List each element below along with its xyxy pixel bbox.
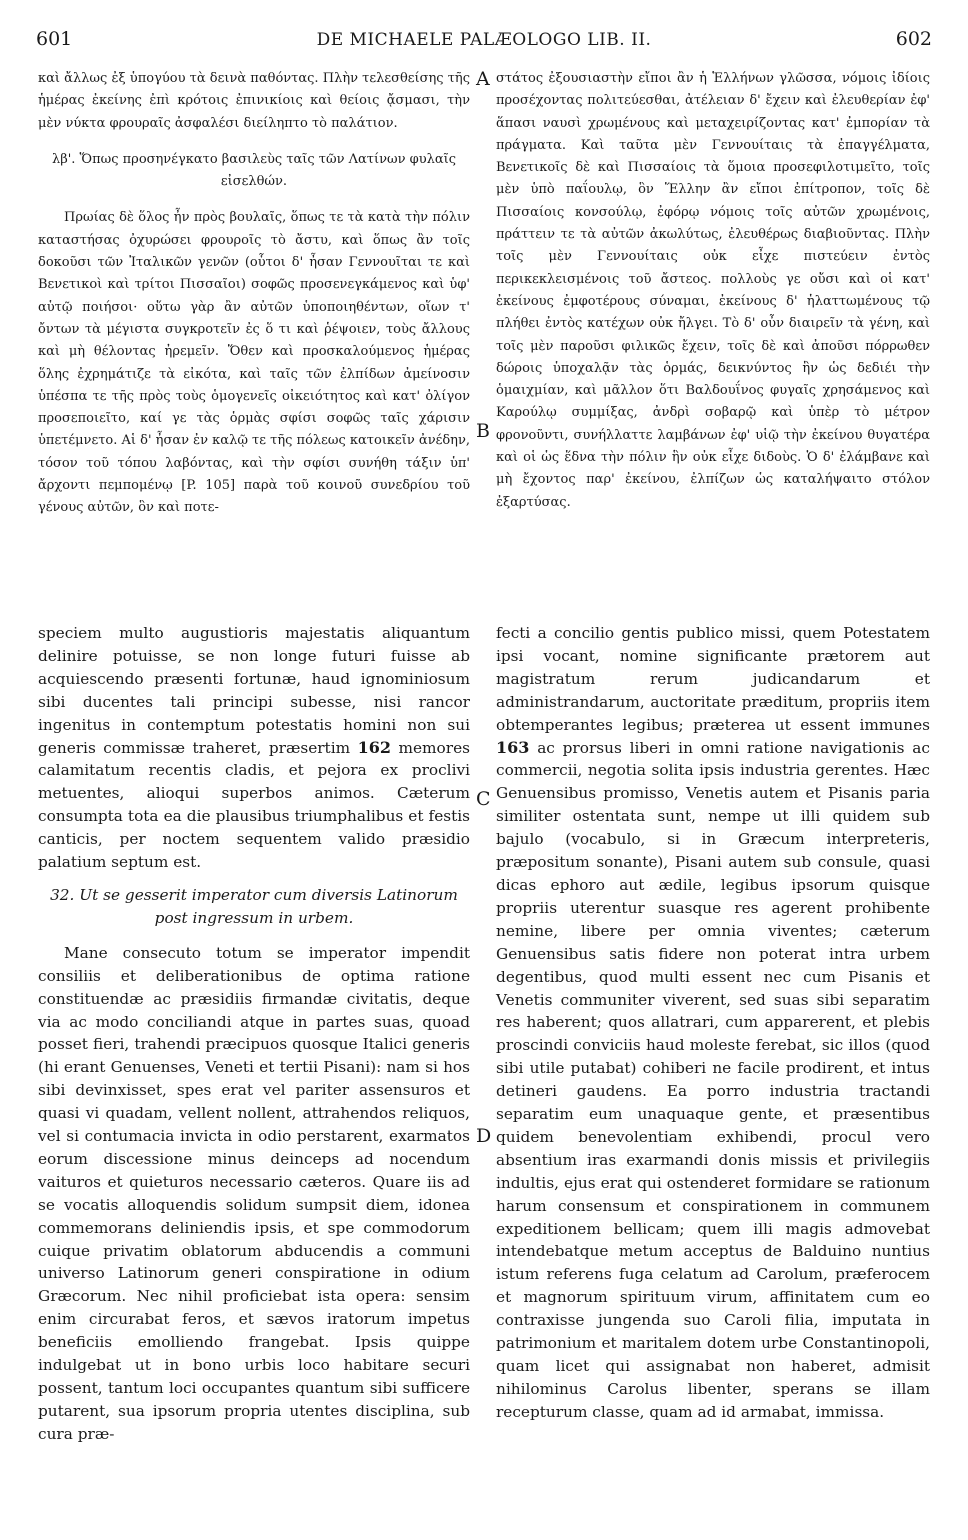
margin-marker-c: C	[476, 788, 491, 810]
greek-chapter-heading: λβ'. Ὅπως προσηνέγκατο βασιλεὺς ταῖς τῶν Λατίνων φυλαῖς εἰσελθών.	[51, 151, 457, 190]
column-number-163: 163	[496, 737, 530, 757]
latin-chapter-heading: 32. Ut se gesserit imperator cum diversis Latinorum post ingressum in urbem.	[50, 885, 458, 927]
page-number-left: 601	[36, 28, 73, 50]
latin-left-paragraph-1	[38, 622, 470, 874]
latin-left-text-1a: speciem multo augustioris majestatis aliquantum delinire potuisse, se non longe futuri fuisse ab acquiescendo præsenti fortunæ, haud ignominiosum sibi ducentes tali principi subesse, nisi rancor ingenitus in contemptum potestatis homini non sui generis commissæ traheret, præsertim	[38, 624, 470, 757]
latin-left-paragraph-2: Mane consecuto totum se imperator impendit consiliis et deliberationibus de optima ratione constituendæ ac præsidiis firmandæ civitatis, deque via ac modo conciliandi atque in partes suas, quoad posset fieri, trahendi præcipuos quosque Italici generis (hi erant Genuenses, Veneti et tertii Pisani): nam si hos sibi devinxisset, spes erat vel pariter assensuros et quasi vi quadam, vellent nollent, attrahendos reliquos, vel si contumacia invicta in odio perstarent, exarmatos eorum discessione minus deinceps ad nocendum vaituros et quieturos necessario cæteros. Quare iis ad se vocatis alloquendis solidum sumpsit diem, idonea commemorans deliniendis ipsis, et spe commodorum cuique privatim oblatorum abducendis a communi universo Latinorum generi conspiratione in odium Græcorum. Nec nihil proficiebat ista opera: sensim enim circurabat feros, et sævos iratorum impetus beneficiis emolliendo frangebat. Ipsis quippe indulgebat ut in bono urbis loco habitare securi possent, tantum loci occupantes quantum sibi sufficere putarent, sua ipsorum propria utentes disciplina, sub cura præ-	[38, 943, 470, 1443]
latin-right-text-1a: fecti a concilio gentis publico missi, quem Potestatem ipsi vocant, nomine significante prætorem aut magistratum rerum judicandarum et administrandarum, auctoritate præditum, propriis item obtemperantes legibus; præterea ut essent immunes	[496, 624, 930, 734]
page-number-right: 602	[895, 28, 932, 50]
greek-left-column	[38, 68, 470, 520]
latin-right-column	[496, 622, 930, 1424]
greek-left-paragraph-1: καὶ ἄλλως ἐξ ὑπογύου τὰ δεινὰ παθόντας. Πλὴν τελεσθείσης τῆς ἡμέρας ἐκείνης ἐπὶ κρότοις ἐπινικίοις καὶ θείοις ᾄσμασι, τὴν μὲν νύκτα φρουραῖς ἀσφαλέσι διείληπτο τὸ παλάτιον.	[38, 71, 470, 131]
latin-right-text-1b: ac prorsus liberi in omni ratione navigationis ac commercii, negotia solita ipsis industria gerentes. Hæc Genuensibus promisso, Venetis autem et Pisanis paria similiter ostentata sunt, nempe ut illi quidem sub bajulo (vocabulo, si in Græcum interpreteris, præpositum sonante), Pisani autem sub consule, quasi dicas ephoro aut ædile, legibus ipsorum quisque propriis uterentur suasque res agerent prohibente nemine, libere per omnia viventes; cæterum Genuensibus satis fidere non poterat intra urbem degentibus, quod multi essent nec cum Pisanis et Venetis communiter viverent, sed suas sibi separatim res haberent; quos allatrari, cum apparerent, et plebis proscindi conviciis haud moleste ferebat, sic illos (quod sibi utile putabat) cohiberi ne facile prodirent, et intus detineri gaudens. Ea porro industria tractandi separatim eum unaquaque gente, et præsentibus quidem benevolentiam exhibendi, procul vero absentium iras exarmandi donis missis et privilegiis indultis, ejus erat qui ostenderet formidare se rationum harum consensum et conspirationem in communem expeditionem bellicam; quem illi magis admovebat intendebatque metum acceptus de Balduino nuntius istum referens fuga celatum ad Carolum, præferocem et magnorum spirituum virum, affinitatem cum eo contraxisse jungenda suo Caroli filia, imputata in patrimonium et maritalem dotem urbe Constantinopoli, quam licet qui assignabat non haberet, admisit nihilominus Carolus libenter, sperans se illam recepturum classe, quam ad id armabat, immissa.	[496, 738, 930, 1421]
column-number-162: 162	[357, 737, 391, 757]
latin-right-paragraph-1	[496, 622, 930, 1424]
latin-left-text-1b: memores calamitatum recentis cladis, et pejora ex proclivi metuentes, alioqui superbos animos. Cæterum consumpta tota ea die plausibus triumphalibus et festis canticis, per noctem sequentem valido præsidio palatium septum est.	[38, 738, 470, 872]
greek-right-paragraph-1: στάτος ἐξουσιαστὴν εἴποι ἂν ἡ Ἑλλήνων γλῶσσα, νόμοις ἰδίοις προσέχοντας πολιτεύεσθαι, ἀτέλειαν δ' ἔχειν καὶ ἐλευθερίαν ἐφ' ἅπασι ναυσὶ χρωμένους καὶ μεταχειρίζοντας κατ' ἐμπορίαν τὰ πράγματα. Καὶ ταῦτα μὲν Γεννουίταις τὰ ἐπαγγέλματα, Βενετικοῖς δὲ καὶ Πισσαίοις τὰ ὅμοια προσεφιλοτιμεῖτο, τοῖς μὲν ὑπὸ παΐουλῳ, ὃν Ἕλλην ἂν εἴποι ἐπίτροπον, τοῖς δὲ Πισσαίοις κονσούλῳ, ἐφόρῳ νόμοις τοῖς αὐτῶν χρωμένοις, πράττειν τε τὰ αὐτῶν ἀκωλύτως, ἐλευθέρως διαβιοῦντας. Πλὴν τοῖς μὲν Γεννουίταις οὐκ εἶχε πιστεύειν ἐντὸς περικεκλεισμένοις τοῦ ἄστεος. πολλοὺς γε οὔσι καὶ οἱ κατ' ἐκείνους ἐμφοτέρους σύναμαι, ἐκείνους δ' ἡλαττωμένους τῷ πλήθει ἐντὸς κατέχων οὐκ ἤλγει. Τὸ δ' οὖν διαιρεῖν τὰ γένη, καὶ τοῖς μὲν παροῦσι φιλικῶς ἔχειν, τοῖς δὲ καὶ ἀποῦσι πόρρωθεν δώροις ὑποχαλᾷν τὰς ὁρμάς, δεικνύντος ἣν ὡς δεδιέι τὴν ὁμαιχμίαν, καὶ μᾶλλον ὅτι Βαλδουΐνος φυγαῖς χρησάμενος καὶ Καρούλῳ συμμίξας, ἀνδρὶ σοβαρῷ καὶ ὑπὲρ τὸ μέτρον φρονοῦντι, συνήλλαττε λαμβάνων ἐφ' υἱῷ τὴν ἐκείνου θυγατέρα καὶ οἱ ὡς ἕδνα τὴν πόλιν ἣν οὐκ εἶχε διδοὺς. Ὁ δ' ἐλάμβανε καὶ μὴ ἔχοντος παρ' ἐκείνου, ἐλπίζων ὡς καταλήψαιτο στόλον ἐξαρτύσας.	[496, 71, 930, 510]
margin-marker-d: D	[476, 1125, 492, 1147]
greek-left-paragraph-2: Πρωίας δὲ ὅλος ἦν πρὸς βουλαῖς, ὅπως τε τὰ κατὰ τὴν πόλιν καταστήσας ὀχυρώσει φρουροῖς τὸ ἄστυ, καὶ ὅπως ἂν τοῖς δοκοῦσι τῶν Ἰταλικῶν γενῶν (οὗτοι δ' ἦσαν Γεννουῖται τε καὶ Βενετικοὶ καὶ τρίτοι Πισσαῖοι) σοφῶς προσενεγκάμενος καὶ ὑφ' αὑτῷ ποιήσοι· οὕτω γὰρ ἂν αὐτῶν ὑποποιηθέντων, οἵων τ' ὄντων τὰ μέγιστα συγκροτεῖν ἐς ὅ τι καὶ ῥέψοιεν, τοὺς ἄλλους καὶ μὴ θέλοντας ἠρεμεῖν. Ὅθεν καὶ προσκαλούμενος ἡμέρας ὅλης ἐχρημάτιζε τὰ εἰκότα, καὶ ταῖς τῶν ἐλπίδων ἀμείνοσιν ὑπέσπα τε τῆς πρὸς τοὺς ὁμογενεῖς οἰκειότητος καὶ κατ' ὀλίγον προσεποιεῖτο, καί γε τὰς ὁρμὰς σφίσι σοφῶς ταῖς χάρισιν ὑπετέμνετο. Αἱ δ' ἦσαν ἐν καλῷ τε τῆς πόλεως κατοικεῖν ἀνέδην, τόσον τοῦ τόπου λαβόντας, καὶ τὴν σφίσι συνήθη τάξιν ὑπ' ἄρχοντι πεμπομένῳ [P. 105] παρὰ τοῦ κοινοῦ συνεδρίου τοῦ γένους αὐτῶν, ὃν καὶ ποτε-	[38, 210, 470, 516]
greek-right-column	[496, 68, 930, 514]
running-title: DE MICHAELE PALÆOLOGO LIB. II.	[316, 30, 652, 50]
page-header	[0, 28, 968, 58]
margin-marker-b: B	[476, 420, 490, 442]
latin-left-column	[38, 622, 470, 1446]
margin-marker-a: A	[476, 68, 490, 90]
